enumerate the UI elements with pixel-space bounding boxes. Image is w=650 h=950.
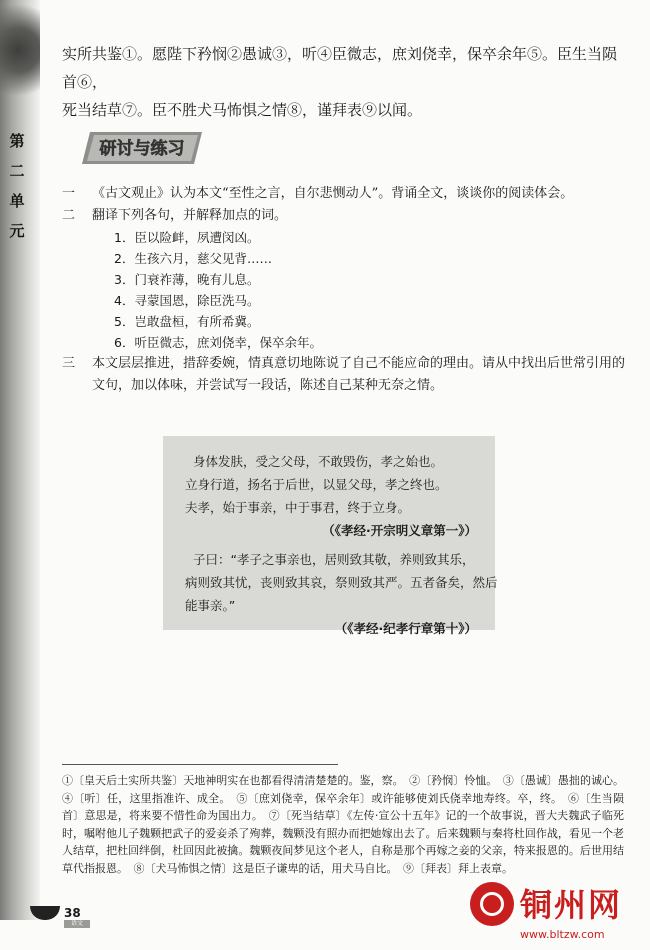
question-text: 翻译下列各句，并解释加点的词。 <box>92 208 288 223</box>
sentence-item: 5．岂敢盘桓，有所希冀。 <box>114 314 260 329</box>
question-2 <box>62 205 632 353</box>
question-number: 一 <box>62 186 76 201</box>
sentence-item: 6．听臣微志，庶刘侥幸，保卒余年。 <box>114 335 322 350</box>
passage-line: 死当结草⑦。臣不胜犬马怖惧之情⑧，谨拜表⑨以闻。 <box>62 101 423 119</box>
question-1 <box>62 183 632 205</box>
sentence-item: 1．臣以险衅，夙遭闵凶。 <box>114 230 260 245</box>
question-text: 本文层层推进，措辞委婉，情真意切地陈说了自己不能应命的理由。请从中找出后世常引用的文句，加以体味，并尝试写一段话，陈述自己某种无奈之情。 <box>92 356 626 393</box>
quote-source: （《孝经·纪孝行章第十》） <box>334 621 477 636</box>
footnote-divider <box>62 764 338 765</box>
quote-source: （《孝经·开宗明义章第一》） <box>322 523 477 538</box>
watermark-url: www.bltzw.com <box>520 928 605 941</box>
quote-line: 子曰：“孝子之事亲也，居则致其敬，养则致其乐， <box>193 552 475 567</box>
exercise-questions <box>62 183 632 397</box>
passage-ending <box>62 40 622 124</box>
unit-label: 第二单元 <box>9 132 25 240</box>
passage-line: 实所共鉴①。愿陛下矜悯②愚诚③，听④臣微志，庶刘侥幸，保卒余年⑤。臣生当陨首⑥， <box>62 45 618 91</box>
page-subject-tag: 语文 <box>64 920 90 928</box>
quote-line: 能事亲。” <box>185 598 236 613</box>
quote-line: 病则致其忧，丧则致其哀，祭则致其严。五者备矣，然后 <box>185 575 498 590</box>
question-number: 二 <box>62 208 76 223</box>
quote-line: 夫孝，始于事亲，中于事君，终于立身。 <box>185 500 411 515</box>
watermark-logo-icon <box>470 882 514 926</box>
exercise-banner <box>80 130 204 166</box>
footnotes: ①〔皇天后土实所共鉴〕天地神明实在也都看得清清楚楚的。鉴，察。 ②〔矜悯〕怜恤。 ③〔愚诚〕愚拙的诚心。④〔听〕任，这里指准许、成全。 ⑤〔庶刘侥幸，保卒余年〕或许能够使刘氏侥幸地寿终。卒，终。 ⑥〔生当陨首〕意思是，将来要不惜性命为国出力。 ⑦〔死当结草〕《左传·宣公十五年》记的一个故事说，晋大夫魏武子临死时，嘱咐他儿子魏颗把武子的爱妾杀了殉葬，魏颗没有照办而把她嫁出去了。后来魏颗与秦将杜回作战，看见一个老人结草，把杜回绊倒，杜回因此被擒。魏颗夜间梦见这个老人，自称是那个再嫁之妾的父亲，特来报恩的。后世用结草代指报恩。 ⑧〔犬马怖惧之情〕这是臣子谦卑的话，用犬马自比。 ⑨〔拜表〕拜上表章。 <box>62 774 624 875</box>
question-3 <box>62 353 632 397</box>
site-watermark <box>470 880 640 948</box>
quote-line: 身体发肤，受之父母，不敢毁伤，孝之始也。 <box>193 454 444 469</box>
exercise-banner-title: 研讨与练习 <box>99 139 185 159</box>
quote-line: 立身行道，扬名于后世，以显父母，孝之终也。 <box>185 477 448 492</box>
xiaojing-quote-box <box>163 436 498 636</box>
question-number: 三 <box>62 356 76 371</box>
sentence-item: 3．门衰祚薄，晚有儿息。 <box>114 272 260 287</box>
sentence-list <box>92 227 632 353</box>
page-number: 38 <box>64 906 81 920</box>
sentence-item: 4．寻蒙国恩，除臣洗马。 <box>114 293 260 308</box>
question-text: 《古文观止》认为本文“至性之言，自尔悲恻动人”。背诵全文，谈谈你的阅读体会。 <box>92 186 574 201</box>
watermark-text: 铜州网 <box>520 886 623 924</box>
exercise-banner-graphic <box>80 130 204 166</box>
sentence-item: 2．生孩六月，慈父见背…… <box>114 251 272 266</box>
